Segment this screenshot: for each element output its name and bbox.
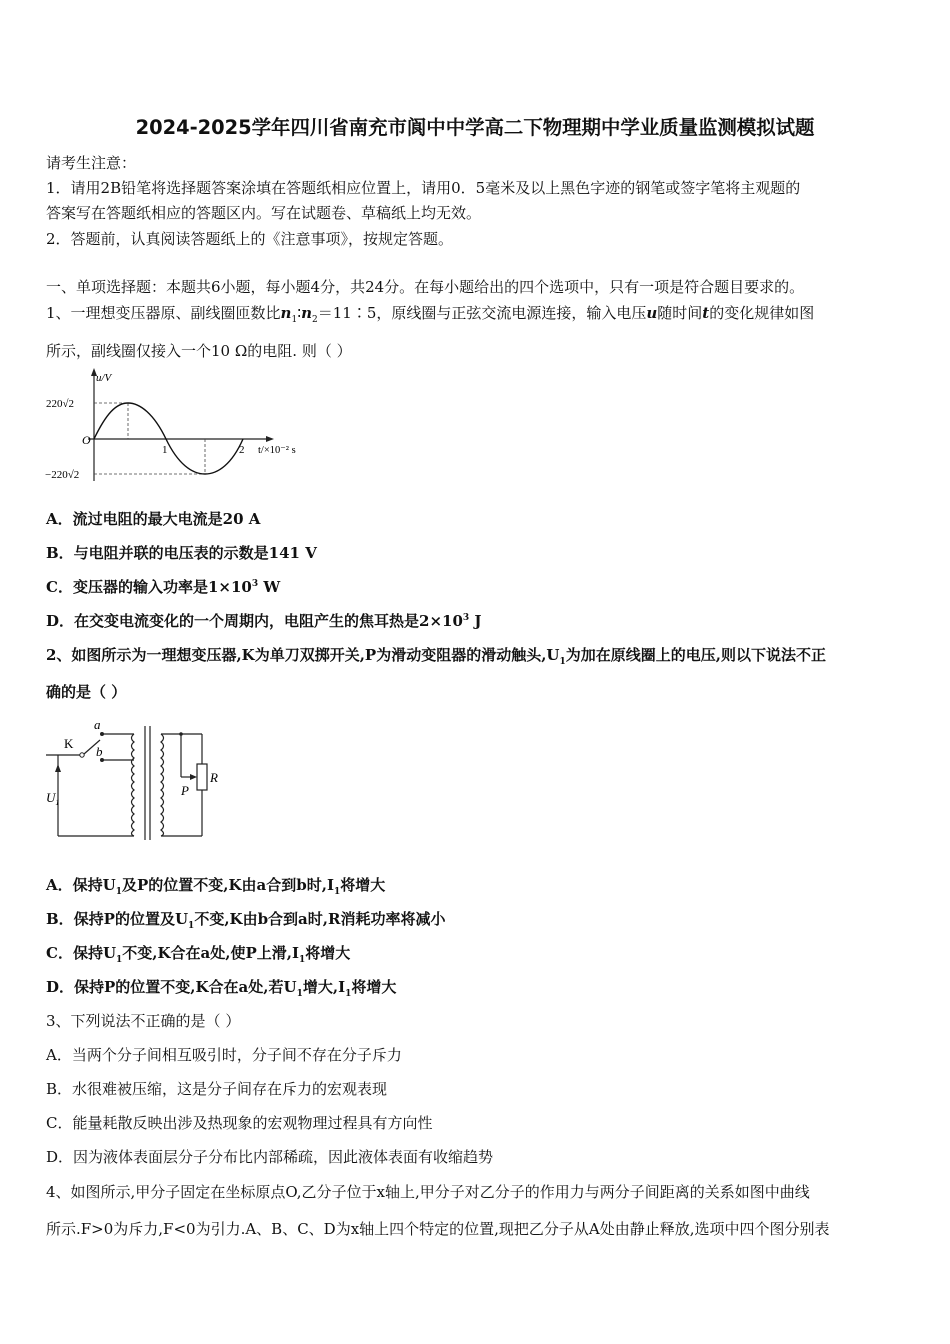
- q2-option-c-sub-2: 1: [299, 955, 306, 965]
- q4-stem-line-2: 所示.F>0为斥力,F<0为引力.A、B、C、D为x轴上四个特定的位置,现把乙分子从A处由静止释放,选项中四个图分别表: [46, 1220, 830, 1238]
- q1-option-b: B．与电阻并联的电压表的示数是141 V: [46, 544, 317, 562]
- q2-option-d-part-3: 将增大: [351, 978, 397, 996]
- u1-arrow: [55, 764, 61, 772]
- q2-option-a: [46, 874, 385, 897]
- q1-stem-line-2: 所示，副线圈仅接入一个10 Ω的电阻. 则（ ）: [46, 342, 352, 360]
- q1-mid-text: 随时间: [657, 304, 703, 322]
- notice-item-2: 2．答题前，认真阅读答题纸上的《注意事项》，按规定答题。: [46, 230, 454, 248]
- slider-arrow: [190, 774, 197, 780]
- q3-option-c: C．能量耗散反映出涉及热现象的宏观物理过程具有方向性: [46, 1114, 433, 1132]
- q1-option-c-exp: 3: [251, 579, 259, 589]
- q2-option-c-part-3: 将增大: [305, 944, 351, 962]
- q2-option-c-part-2: 不变,K合在a处,使P上滑,I: [122, 944, 300, 962]
- q2-u1-sub: 1: [559, 657, 566, 667]
- section-heading: 一、单项选择题：本题共6小题，每小题4分，共24分。在每小题给出的四个选项中，只有一项是符合题目要求的。: [46, 278, 805, 296]
- q2-option-b-part-1: B．保持P的位置及U: [46, 910, 189, 928]
- x-axis-label: t/×10⁻² s: [258, 445, 296, 456]
- q2-option-d-part-1: D．保持P的位置不变,K合在a处,若U: [46, 978, 297, 996]
- q2-stem-line-1: [46, 644, 826, 667]
- q1-option-c-text: C．变压器的输入功率是1×10: [46, 578, 252, 596]
- q2-stem-line-2: 确的是（ ）: [46, 683, 127, 701]
- q1-n1: n: [280, 304, 292, 322]
- secondary-coil: [161, 734, 164, 836]
- q2-option-a-sub-1: 1: [115, 887, 122, 897]
- q1-stem-text-a: 1、一理想变压器原、副线圈匝数比: [46, 304, 281, 322]
- q3-option-b: B．水很难被压缩，这是分子间存在斥力的宏观表现: [46, 1080, 388, 1098]
- q1-colon: ∶: [297, 304, 302, 322]
- q2-option-b-sub-1: 1: [188, 921, 195, 931]
- q2-option-a-part-3: 将增大: [340, 876, 386, 894]
- primary-coil: [132, 734, 135, 836]
- q1-stem-line-1: [46, 302, 814, 325]
- q1-voltage-graph: [44, 366, 324, 488]
- label-r: R: [210, 770, 218, 785]
- origin-label: O: [82, 433, 91, 447]
- label-b: b: [96, 744, 103, 759]
- page-title: 2024-2025学年四川省南充市阆中中学高二下物理期中学业质量监测模拟试题: [135, 116, 815, 139]
- q2-option-b: [46, 908, 445, 931]
- q1-n1-sub: 1: [291, 315, 298, 325]
- q2-option-a-part-2: 及P的位置不变,K由a合到b时,I: [122, 876, 334, 894]
- label-k: K: [64, 736, 74, 751]
- label-a: a: [94, 717, 101, 732]
- q2-option-d: [46, 976, 396, 999]
- notice-item-1-line-1: 1．请用2B铅笔将选择题答案涂填在答题纸相应位置上，请用0．5毫米及以上黑色字迹的钢笔或签字笔将主观题的: [46, 179, 801, 197]
- q3-option-d: D．因为液体表面层分子分布比内部稀疏，因此液体表面有收缩趋势: [46, 1148, 494, 1166]
- q1-option-a: A．流过电阻的最大电流是20 A: [46, 510, 261, 528]
- q4-stem-line-1: 4、如图所示,甲分子固定在坐标原点O,乙分子位于x轴上,甲分子对乙分子的作用力与两分子间距离的关系如图中曲线: [46, 1183, 810, 1201]
- q1-option-c-unit: W: [258, 578, 281, 596]
- q2-option-c: [46, 942, 350, 965]
- q2-option-a-part-1: A．保持U: [46, 876, 116, 894]
- q1-option-c: [46, 576, 280, 597]
- y-max-label: 220√2: [46, 398, 75, 410]
- q1-u-symbol: u: [646, 304, 658, 322]
- switch-pivot: [80, 753, 84, 757]
- q2-option-d-part-2: 增大,I: [302, 978, 346, 996]
- q1-ratio-text: ＝11∶5，原线圈与正弦交流电源连接，输入电压: [317, 304, 647, 322]
- q2-stem-text-a: 2、如图所示为一理想变压器,K为单刀双掷开关,P为滑动变阻器的滑动触头,U: [46, 646, 560, 664]
- q2-option-c-part-1: C．保持U: [46, 944, 117, 962]
- x-tick-2: 2: [239, 444, 245, 456]
- q1-n2-sub: 2: [312, 315, 318, 325]
- q1-stem-end: 的变化规律如图: [709, 304, 815, 322]
- label-u1: $U_1$: [46, 790, 60, 807]
- q2-option-d-sub-2: 1: [345, 989, 352, 999]
- q1-n2: n: [301, 304, 312, 322]
- q1-t-symbol: t: [702, 304, 710, 322]
- q2-stem-text-b: 为加在原线圈上的电压,则以下说法不正: [565, 646, 827, 664]
- q2-option-a-sub-2: 1: [334, 887, 341, 897]
- y-min-label: −220√2: [45, 469, 80, 481]
- notice-item-1-line-2: 答案写在答题纸相应的答题区内。写在试题卷、草稿纸上均无效。: [46, 204, 482, 222]
- q2-option-c-sub-1: 1: [116, 955, 123, 965]
- q3-stem: 3、下列说法不正确的是（ ）: [46, 1012, 241, 1030]
- q1-option-d-exp: 3: [462, 613, 470, 623]
- q1-option-d-unit: J: [469, 612, 482, 630]
- q2-option-d-sub-1: 1: [296, 989, 303, 999]
- y-axis-label: u/V: [96, 372, 112, 384]
- resistor-r: [197, 764, 207, 790]
- q2-transformer-circuit: [44, 712, 234, 842]
- notice-heading: 请考生注意：: [46, 154, 137, 172]
- q2-option-b-part-2: 不变,K由b合到a时,R消耗功率将减小: [194, 910, 446, 928]
- q3-option-a: A．当两个分子间相互吸引时，分子间不存在分子斥力: [46, 1046, 402, 1064]
- q1-option-d-text: D．在交变电流变化的一个周期内，电阻产生的焦耳热是2×10: [46, 612, 463, 630]
- label-p: P: [181, 783, 189, 798]
- x-tick-1: 1: [162, 444, 168, 456]
- q1-option-d: [46, 610, 481, 631]
- x-axis-arrow: [266, 436, 274, 442]
